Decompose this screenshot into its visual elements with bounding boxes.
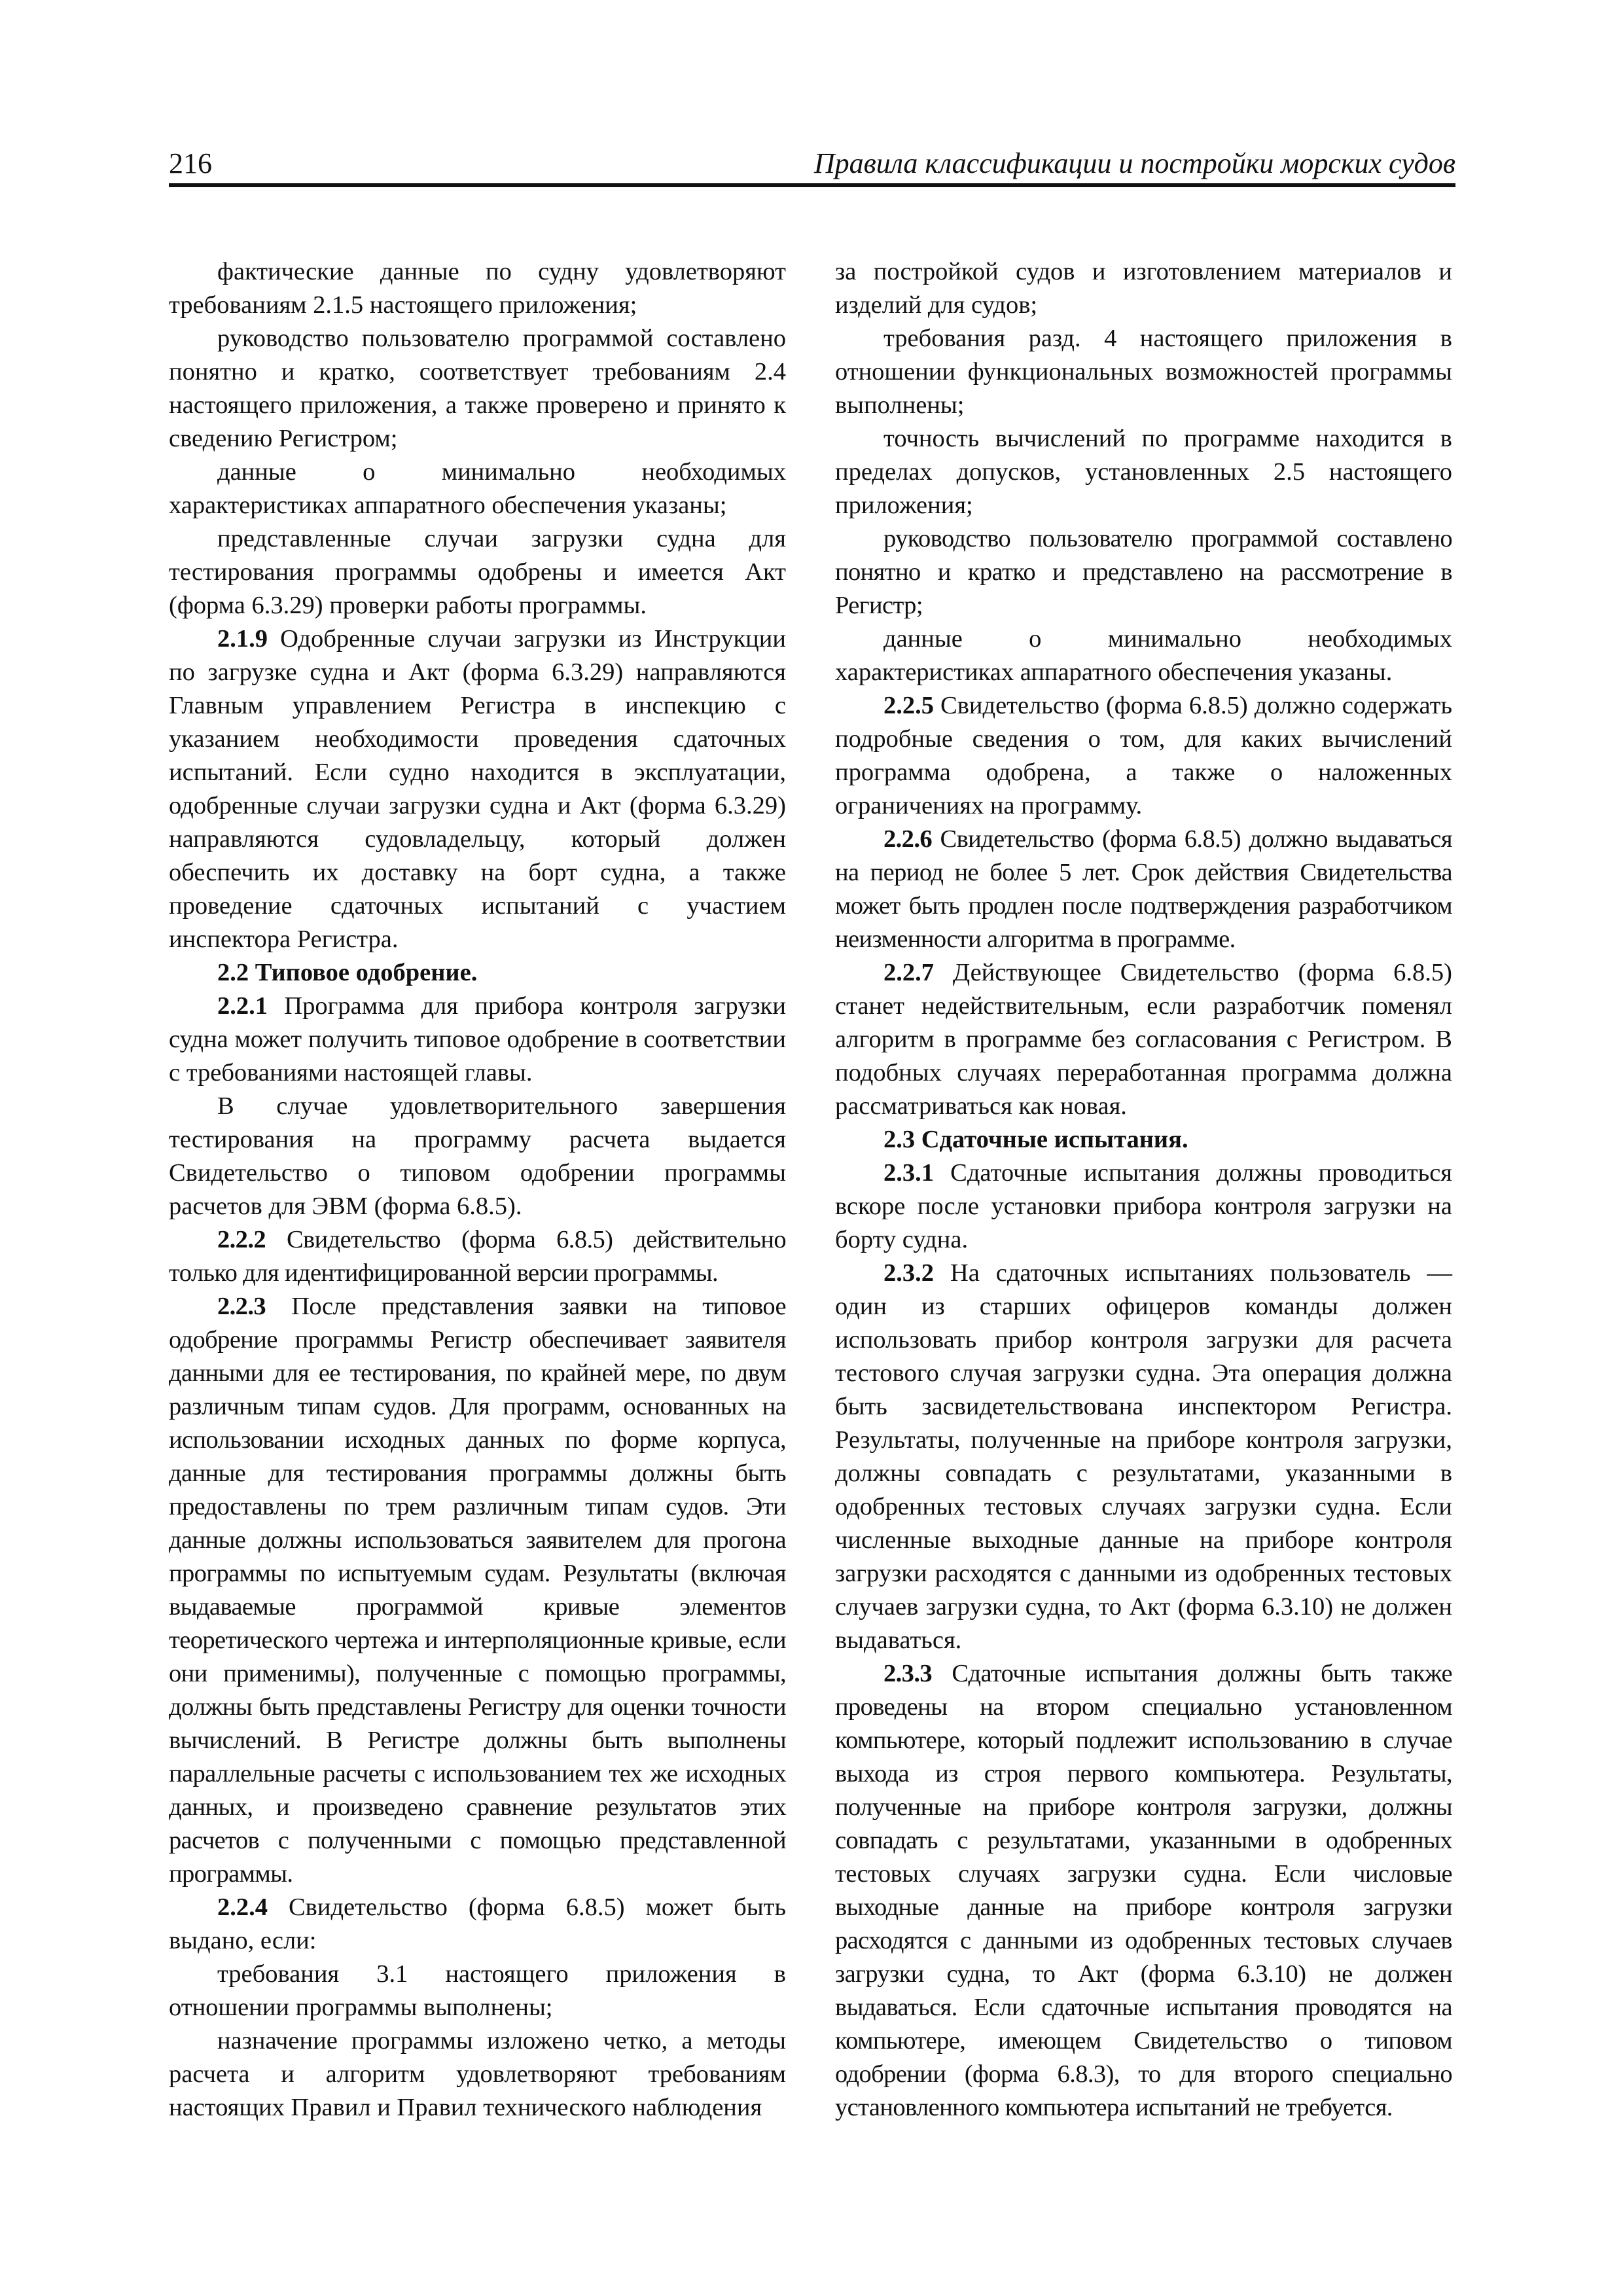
- left-column: [169, 255, 786, 2125]
- paragraph: [169, 522, 786, 622]
- clause-number: 2.2.3: [217, 1293, 266, 1320]
- paragraph-text: На сдаточных испытаниях пользователь — один из старших офицеров команды должен использовать прибор контроля загрузки для расчета тестового случая загрузки судна. Эта операция должна быть засвидетельствована инспектором Регистра. Результаты, полученные на приборе контроля загрузки, должны совпадать с результатами, указанными в одобренных тестовых случаях загрузки судна. Если численные выходные данные на приборе контроля загрузки расходятся с данными из одобренных тестовых случаев загрузки судна, то Акт (форма 6.3.10) не должен выдаваться.: [835, 1259, 1452, 1654]
- paragraph-2-3-2: [835, 1257, 1452, 1657]
- paragraph-text: Свидетельство (форма 6.8.5) может быть выдано, если:: [169, 1893, 787, 1954]
- paragraph-2-3-1: [835, 1157, 1452, 1257]
- paragraph-2-2-2: [169, 1223, 786, 1290]
- paragraph-2-1-9: [169, 622, 786, 956]
- paragraph-text: фактические данные по судну удовлетворяют требованиям 2.1.5 настоящего приложения;: [169, 258, 786, 319]
- paragraph: [169, 2024, 786, 2125]
- clause-number: 2.2.5: [883, 692, 934, 719]
- paragraph: [835, 422, 1452, 522]
- paragraph-text: за постройкой судов и изготовлением материалов и изделий для судов;: [835, 258, 1452, 319]
- clause-number: 2.3.1: [883, 1159, 934, 1187]
- section-heading: 2.3 Сдаточные испытания.: [883, 1126, 1188, 1153]
- paragraph-text: В случае удовлетворительного завершения тестирования на программу расчета выдается Свидетельство о типовом одобрении программы расчетов для ЭВМ (форма 6.8.5).: [169, 1092, 786, 1220]
- paragraph-2-2-3: [169, 1290, 786, 1891]
- paragraph-text: После представления заявки на типовое одобрение программы Регистр обеспечивает заявителя данными для ее тестирования, по крайней мере, по двум различным типам судов. Для программ, основанных на использовании исходных данных по форме корпуса, данные для тестирования программы должны быть предоставлены по трем различным типам судов. Эти данные должны использоваться заявителем для прогона программы по испытуемым судам. Результаты (включая выдаваемые программой кривые элементов теоретического чертежа и интерполяционные кривые, если они применимы), полученные с помощью программы, должны быть представлены Регистру для оценки точности вычислений. В Регистре должны быть выполнены параллельные расчеты с использованием тех же исходных данных, и произведено сравнение результатов этих расчетов с полученными с помощью представленной программы.: [169, 1293, 786, 1888]
- clause-number: 2.3.3: [883, 1660, 933, 1687]
- paragraph-2-2-7: [835, 956, 1452, 1123]
- paragraph-text: Сдаточные испытания должны проводиться вскоре после установки прибора контроля загрузки на борту судна.: [835, 1159, 1452, 1253]
- paragraph-text: данные о минимально необходимых характеристиках аппаратного обеспечения указаны.: [835, 625, 1452, 686]
- paragraph-text: представленные случаи загрузки судна для тестирования программы одобрены и имеется Акт (форма 6.3.29) проверки работы программы.: [169, 525, 786, 619]
- paragraph-text: Одобренные случаи загрузки из Инструкции по загрузке судна и Акт (форма 6.3.29) направляются Главным управлением Регистра в инспекцию с указанием необходимости проведения сдаточных испытаний. Если судно находится в эксплуатации, одобренные случаи загрузки судна и Акт (форма 6.3.29) направляются судовладельцу, который должен обеспечить их доставку на борт судна, а также проведение сдаточных испытаний с участием инспектора Регистра.: [169, 625, 786, 953]
- paragraph-2-2-1: [169, 990, 786, 1090]
- clause-number: 2.2.7: [883, 959, 934, 986]
- paragraph-text: Свидетельство (форма 6.8.5) действительно только для идентифицированной версии программы.: [169, 1226, 786, 1287]
- clause-number: 2.2.2: [217, 1226, 266, 1253]
- clause-number: 2.2.4: [217, 1893, 268, 1921]
- paragraph-text: Действующее Свидетельство (форма 6.8.5) станет недействительным, если разработчик поменял алгоритм в программе без согласования с Регистром. В подобных случаях переработанная программа должна рассматриваться как новая.: [835, 959, 1452, 1120]
- paragraph: [169, 255, 786, 322]
- paragraph: [835, 522, 1452, 622]
- right-column: [835, 255, 1452, 2125]
- page-header: [169, 145, 1455, 187]
- clause-number: 2.1.9: [217, 625, 268, 653]
- paragraph: [835, 622, 1452, 689]
- paragraph-text: Свидетельство (форма 6.8.5) должно содержать подробные сведения о том, для каких вычислений программа одобрена, а также о наложенных ограничениях на программу.: [835, 692, 1453, 819]
- paragraph-2-3-3: [835, 1657, 1452, 2125]
- paragraph: [169, 456, 786, 522]
- clause-number: 2.3.2: [883, 1259, 934, 1287]
- paragraph-2-2-5: [835, 689, 1452, 823]
- paragraph-text: данные о минимально необходимых характеристиках аппаратного обеспечения указаны;: [169, 458, 786, 519]
- paragraph: [835, 322, 1452, 422]
- paragraph-2-2-6: [835, 823, 1452, 956]
- paragraph-2-2-4: [169, 1891, 786, 1958]
- clause-number: 2.2.1: [217, 992, 268, 1020]
- paragraph-text: требования разд. 4 настоящего приложения в отношении функциональных возможностей программы выполнены;: [835, 325, 1452, 419]
- section-heading: 2.2 Типовое одобрение.: [217, 959, 478, 986]
- paragraph: [169, 322, 786, 456]
- clause-number: 2.2.6: [883, 825, 933, 853]
- paragraph-text: руководство пользователю программой составлено понятно и кратко и представлено на рассмотрение в Регистр;: [835, 525, 1452, 619]
- paragraph-text: требования 3.1 настоящего приложения в отношении программы выполнены;: [169, 1960, 786, 2021]
- paragraph: [169, 1090, 786, 1223]
- paragraph-text: назначение программы изложено четко, а методы расчета и алгоритм удовлетворяют требованиям настоящих Правил и Правил технического наблюдения: [169, 2027, 786, 2121]
- paragraph-text: Сдаточные испытания должны быть также проведены на втором специально установленном компьютере, который подлежит использованию в случае выхода из строя первого компьютера. Результаты, полученные на приборе контроля загрузки, должны совпадать с результатами, указанными в одобренных тестовых случаях загрузки судна. Если числовые выходные данные на приборе контроля загрузки расходятся с данными из одобренных тестовых случаев загрузки судна, то Акт (форма 6.3.10) не должен выдаваться. Если сдаточные испытания проводятся на компьютере, имеющем Свидетельство о типовом одобрении (форма 6.8.3), то для второго специально установленного компьютера испытаний не требуется.: [835, 1660, 1452, 2121]
- paragraph-text: Свидетельство (форма 6.8.5) должно выдаваться на период не более 5 лет. Срок действия Свидетельства может быть продлен после подтверждения разработчиком неизменности алгоритма в программе.: [835, 825, 1452, 953]
- running-title: Правила классификации и постройки морских судов: [813, 147, 1455, 179]
- paragraph-text: Программа для прибора контроля загрузки судна может получить типовое одобрение в соответствии с требованиями настоящей главы.: [169, 992, 786, 1086]
- paragraph-text: руководство пользователю программой составлено понятно и кратко, соответствует требованиям 2.4 настоящего приложения, а также проверено и принято к сведению Регистром;: [169, 325, 786, 452]
- paragraph: [169, 1958, 786, 2024]
- page-number: 216: [169, 147, 212, 179]
- paragraph-continued: [835, 255, 1452, 322]
- paragraph-text: точность вычислений по программе находится в пределах допусков, установленных 2.5 настоящего приложения;: [835, 425, 1452, 519]
